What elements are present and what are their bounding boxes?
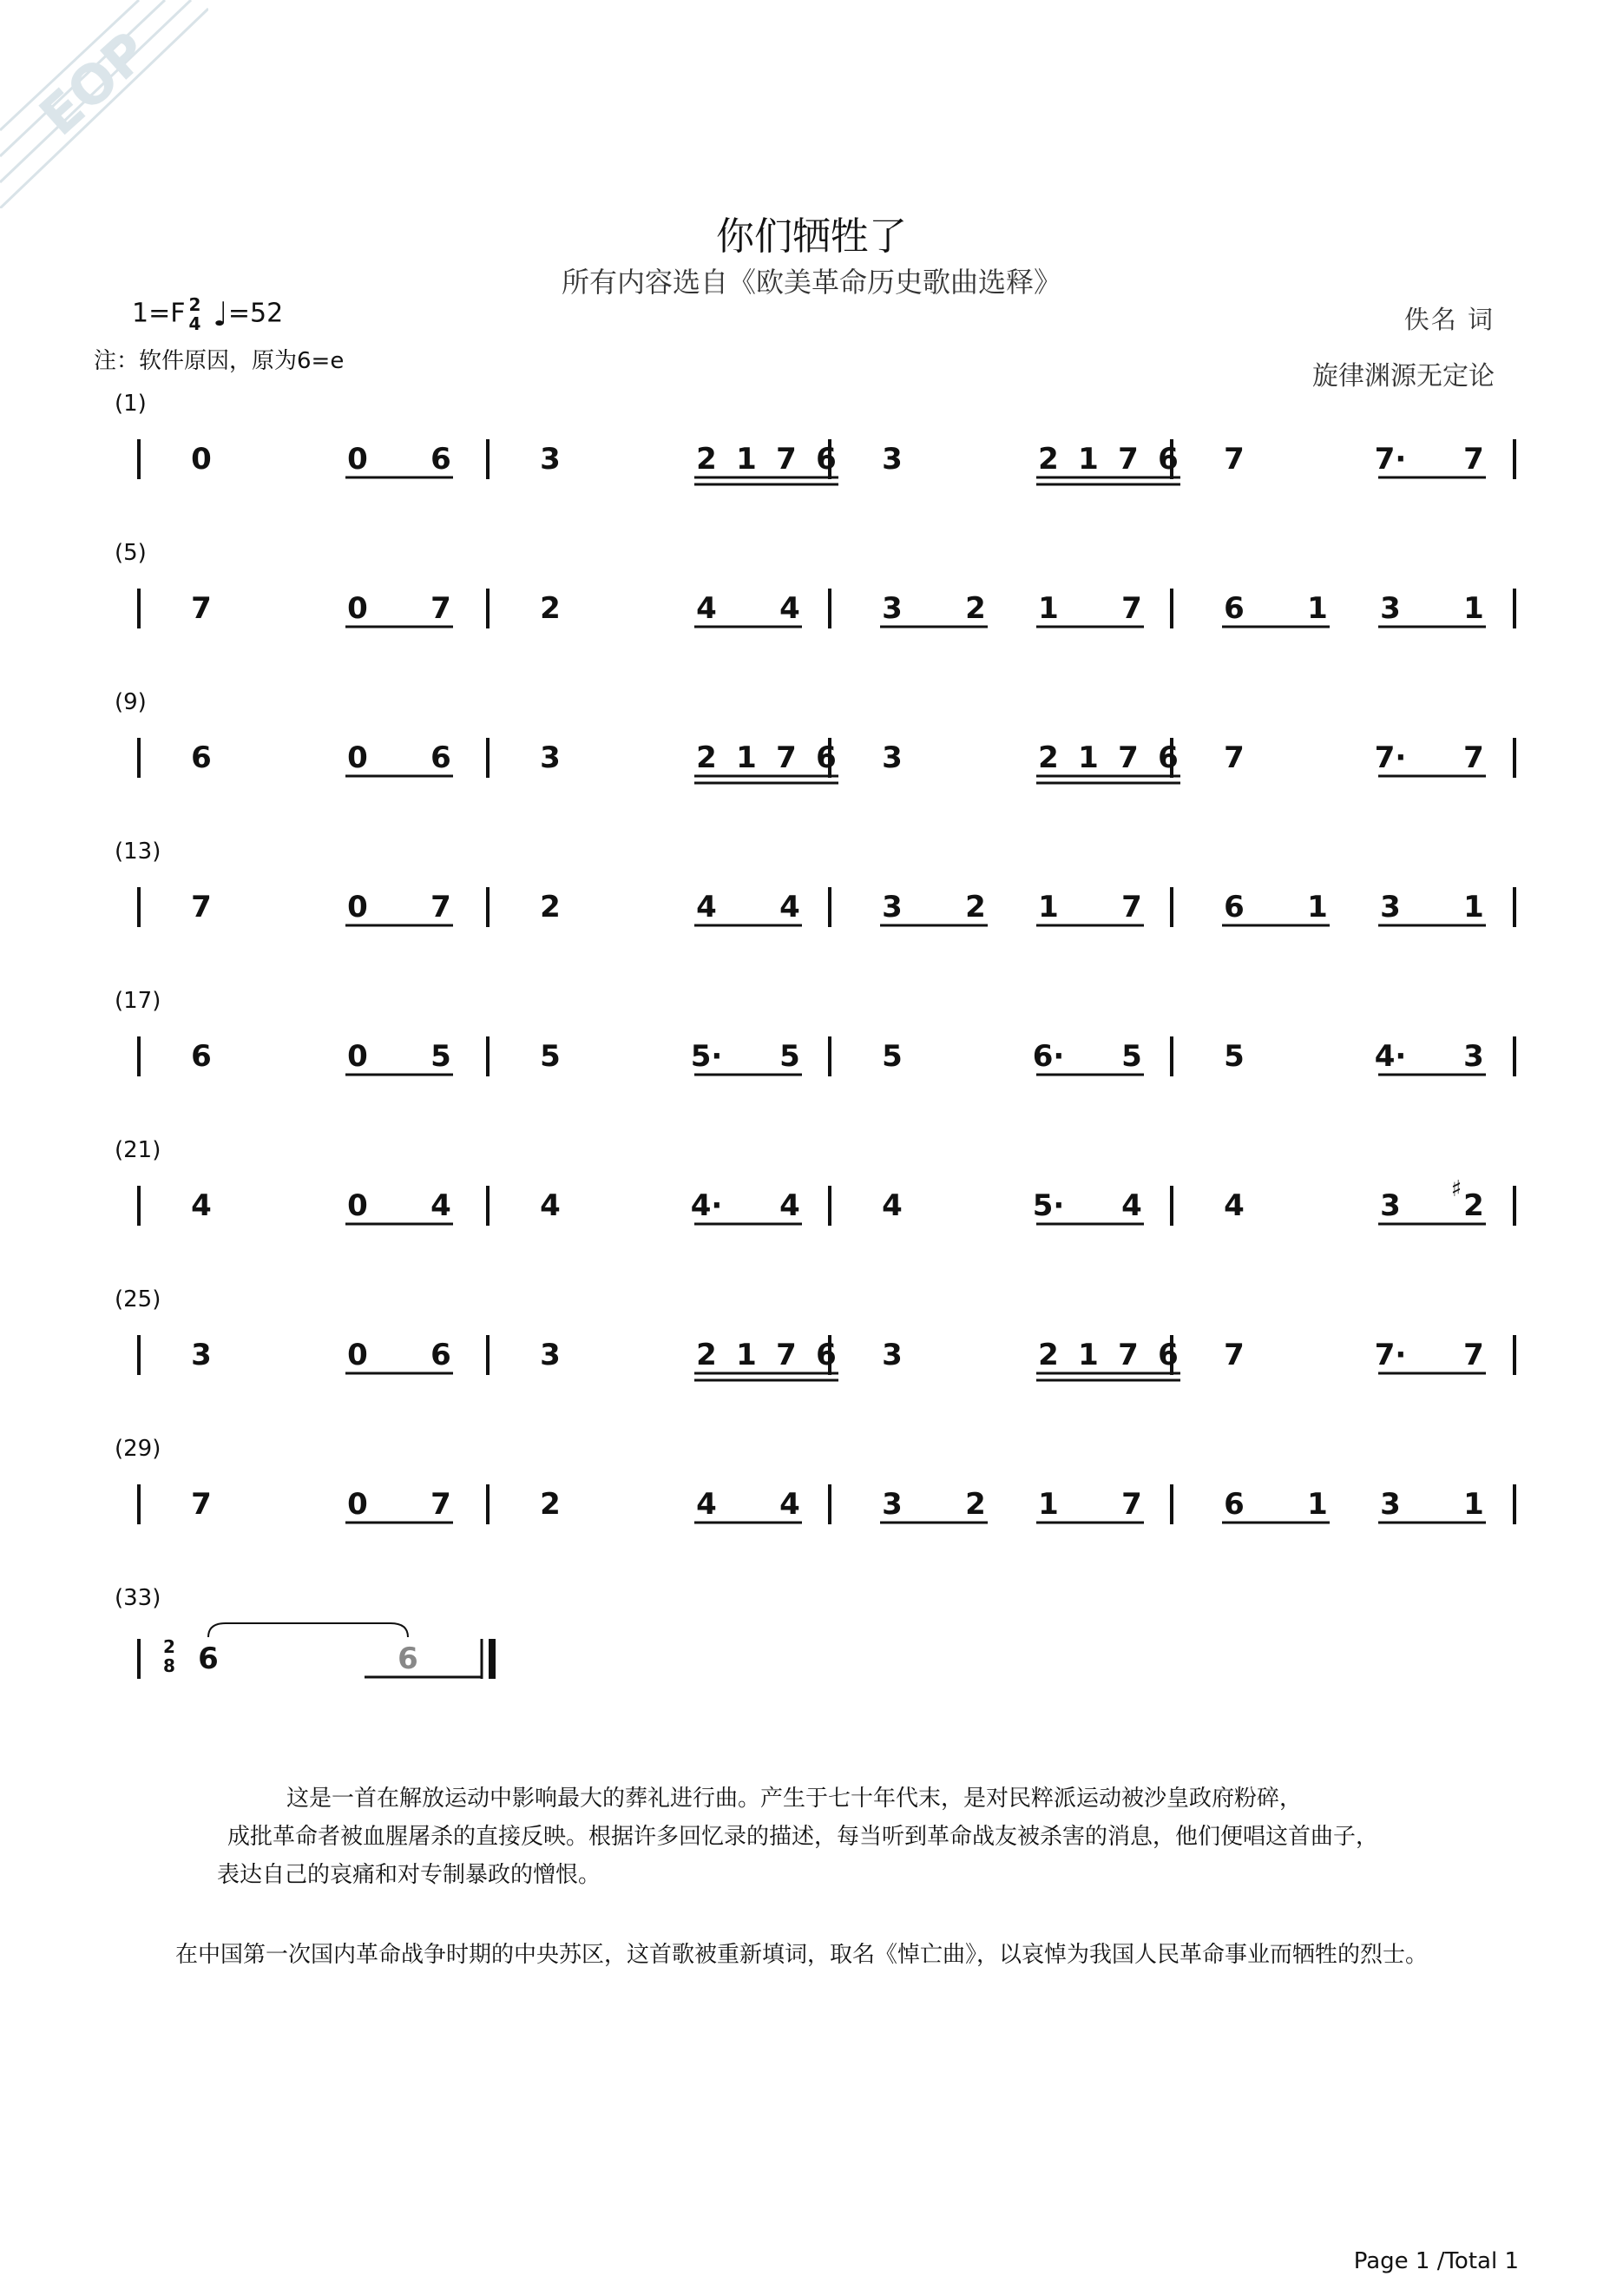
note-digit: 7 [430, 591, 451, 626]
note-digit: 5 [430, 1039, 451, 1074]
time-bottom: 4 [188, 313, 201, 334]
note-digit: 0 [347, 1039, 368, 1074]
note-digit: 7 [776, 1338, 797, 1372]
final-note: 6 [198, 1641, 219, 1676]
final-tied-note: 6 [398, 1641, 418, 1676]
note-digit: 7 [1463, 740, 1484, 775]
note-digit: 4 [779, 591, 800, 626]
note-digit: 7 [1121, 890, 1142, 924]
note-digit: 2 [540, 1487, 561, 1522]
note-digit: 0 [347, 442, 368, 477]
note-digit: 3 [1380, 890, 1401, 924]
note-digit: 7 [1224, 1338, 1245, 1372]
note-digit: 6 [1224, 890, 1245, 924]
note-digit: 4 [191, 1188, 212, 1223]
final-time-bottom: 8 [163, 1655, 175, 1676]
note-digit: 3 [540, 442, 561, 477]
note-digit: 1 [1078, 740, 1099, 775]
key-prefix: 1=F [132, 298, 186, 329]
note-digit: 3 [1463, 1039, 1484, 1074]
measure-number: (13) [115, 839, 161, 865]
note-digit: 7 [1118, 740, 1139, 775]
note-digit: 2 [696, 740, 717, 775]
note-digit: 3 [1380, 1188, 1401, 1223]
note-digit: 5 [1224, 1039, 1245, 1074]
note-digit: 3 [882, 442, 903, 477]
description-line-1: 这是一首在解放运动中影响最大的葬礼进行曲。产生于七十年代末，是对民粹派运动被沙皇政府粉碎， [286, 1786, 1303, 1812]
note-digit: 4 [430, 1188, 451, 1223]
note-digit: 7· [1374, 740, 1407, 775]
note-digit: 7 [191, 1487, 212, 1522]
note-digit: 7 [191, 591, 212, 626]
measure-number: (33) [115, 1585, 161, 1611]
note-digit: 4· [1374, 1039, 1407, 1074]
note-digit: 4 [1224, 1188, 1245, 1223]
note-digit: 1 [1307, 591, 1328, 626]
note-digit: 4 [696, 890, 717, 924]
watermark-text: EOP [27, 18, 161, 148]
note-digit: 7 [1224, 740, 1245, 775]
note-digit: 1 [1078, 442, 1099, 477]
note-digit: 5· [1032, 1188, 1065, 1223]
note-digit: 6 [1158, 740, 1179, 775]
note-digit: 4 [779, 1487, 800, 1522]
lyricist-credit: 佚名 词 [1403, 305, 1495, 334]
note-digit: 1 [1078, 1338, 1099, 1372]
note-digit: 2 [1038, 740, 1059, 775]
note-digit: 1 [1463, 1487, 1484, 1522]
note-digit: 0 [347, 740, 368, 775]
note-digit: 6 [430, 1338, 451, 1372]
note-digit: 3 [882, 1487, 903, 1522]
note-digit: 6 [1158, 1338, 1179, 1372]
note-digit: 0 [191, 442, 212, 477]
description-line-4: 在中国第一次国内革命战争时期的中央苏区，这首歌被重新填词，取名《悼亡曲》，以哀悼为我国人民革命事业而牺牲的烈士。 [175, 1942, 1429, 1968]
measure-number: (21) [115, 1137, 161, 1163]
note-digit: 3 [882, 1338, 903, 1372]
note-digit: 7 [776, 740, 797, 775]
measure-number: (1) [115, 391, 147, 417]
melody-credit: 旋律渊源无定论 [1312, 361, 1495, 391]
description-line-2: 成批革命者被血腥屠杀的直接反映。根据许多回忆录的描述，每当听到革命战友被杀害的消息，他们便唱这首曲子， [227, 1824, 1379, 1850]
note-digit: 4 [540, 1188, 561, 1223]
note-digit: 1 [1307, 890, 1328, 924]
measure-number: (25) [115, 1286, 161, 1312]
note-digit: 7 [1224, 442, 1245, 477]
note-digit: 0 [347, 591, 368, 626]
note-digit: 6 [191, 740, 212, 775]
note-digit: 2 [1463, 1188, 1484, 1223]
sharp-sign: ♯ [1450, 1176, 1462, 1202]
note-digit: 4 [696, 1487, 717, 1522]
note-digit: 4 [1121, 1188, 1142, 1223]
note-digit: 0 [347, 1487, 368, 1522]
tie-arc [208, 1623, 408, 1637]
note-digit: 7 [1463, 442, 1484, 477]
note-digit: 1 [1463, 890, 1484, 924]
key-remark: 注：软件原因，原为6=e [94, 348, 345, 374]
note-digit: 1 [1038, 591, 1059, 626]
note-digit: 7· [1374, 1338, 1407, 1372]
note-digit: 3 [882, 591, 903, 626]
note-digit: 7 [430, 890, 451, 924]
note-digit: 7 [776, 442, 797, 477]
note-digit: 4 [696, 591, 717, 626]
note-digit: 6 [191, 1039, 212, 1074]
note-digit: 5 [1121, 1039, 1142, 1074]
note-digit: 6· [1032, 1039, 1065, 1074]
note-digit: 1 [736, 442, 757, 477]
note-digit: 4· [690, 1188, 723, 1223]
note-digit: 7 [1118, 1338, 1139, 1372]
note-digit: 7 [1121, 591, 1142, 626]
note-digit: 4 [779, 890, 800, 924]
note-digit: 5 [540, 1039, 561, 1074]
note-digit: 7 [1463, 1338, 1484, 1372]
note-digit: 6 [816, 740, 837, 775]
note-digit: 6 [1158, 442, 1179, 477]
note-digit: 7 [1118, 442, 1139, 477]
note-digit: 3 [882, 890, 903, 924]
note-digit: 3 [1380, 591, 1401, 626]
note-digit: 4 [779, 1188, 800, 1223]
note-digit: 7 [430, 1487, 451, 1522]
note-digit: 7· [1374, 442, 1407, 477]
measure-number: (29) [115, 1436, 161, 1462]
note-digit: 2 [696, 1338, 717, 1372]
note-digit: 1 [736, 740, 757, 775]
note-digit: 6 [816, 442, 837, 477]
quarter-note-icon: ♩ [212, 295, 228, 333]
measure-number: (17) [115, 988, 161, 1014]
note-digit: 5 [779, 1039, 800, 1074]
note-digit: 1 [1463, 591, 1484, 626]
measure-number: (5) [115, 540, 147, 566]
note-digit: 6 [1224, 591, 1245, 626]
note-digit: 3 [1380, 1487, 1401, 1522]
note-digit: 3 [191, 1338, 212, 1372]
note-digit: 6 [430, 740, 451, 775]
note-digit: 0 [347, 1188, 368, 1223]
note-digit: 2 [965, 591, 986, 626]
note-digit: 6 [1224, 1487, 1245, 1522]
note-digit: 2 [696, 442, 717, 477]
note-digit: 7 [191, 890, 212, 924]
page-number: Page 1 /Total 1 [1353, 2248, 1519, 2274]
tempo-value: =52 [227, 298, 284, 329]
song-subtitle: 所有内容选自《欧美革命历史歌曲选释》 [561, 266, 1061, 299]
note-digit: 5 [882, 1039, 903, 1074]
description-line-3: 表达自己的哀痛和对专制暴政的憎恨。 [217, 1862, 601, 1888]
note-digit: 2 [1038, 442, 1059, 477]
note-digit: 6 [430, 442, 451, 477]
note-digit: 3 [882, 740, 903, 775]
note-digit: 2 [540, 591, 561, 626]
note-digit: 2 [965, 1487, 986, 1522]
note-digit: 5· [690, 1039, 723, 1074]
final-time-top: 2 [163, 1636, 175, 1657]
note-digit: 2 [965, 890, 986, 924]
time-top: 2 [188, 294, 201, 315]
note-digit: 7 [1121, 1487, 1142, 1522]
note-digit: 2 [1038, 1338, 1059, 1372]
measure-number: (9) [115, 689, 147, 715]
note-digit: 1 [1038, 890, 1059, 924]
note-digit: 3 [540, 740, 561, 775]
note-digit: 1 [1307, 1487, 1328, 1522]
note-digit: 1 [1038, 1487, 1059, 1522]
note-digit: 6 [816, 1338, 837, 1372]
note-digit: 0 [347, 1338, 368, 1372]
note-digit: 0 [347, 890, 368, 924]
song-title: 你们牺牲了 [716, 214, 907, 259]
note-digit: 4 [882, 1188, 903, 1223]
note-digit: 3 [540, 1338, 561, 1372]
note-digit: 1 [736, 1338, 757, 1372]
note-digit: 2 [540, 890, 561, 924]
